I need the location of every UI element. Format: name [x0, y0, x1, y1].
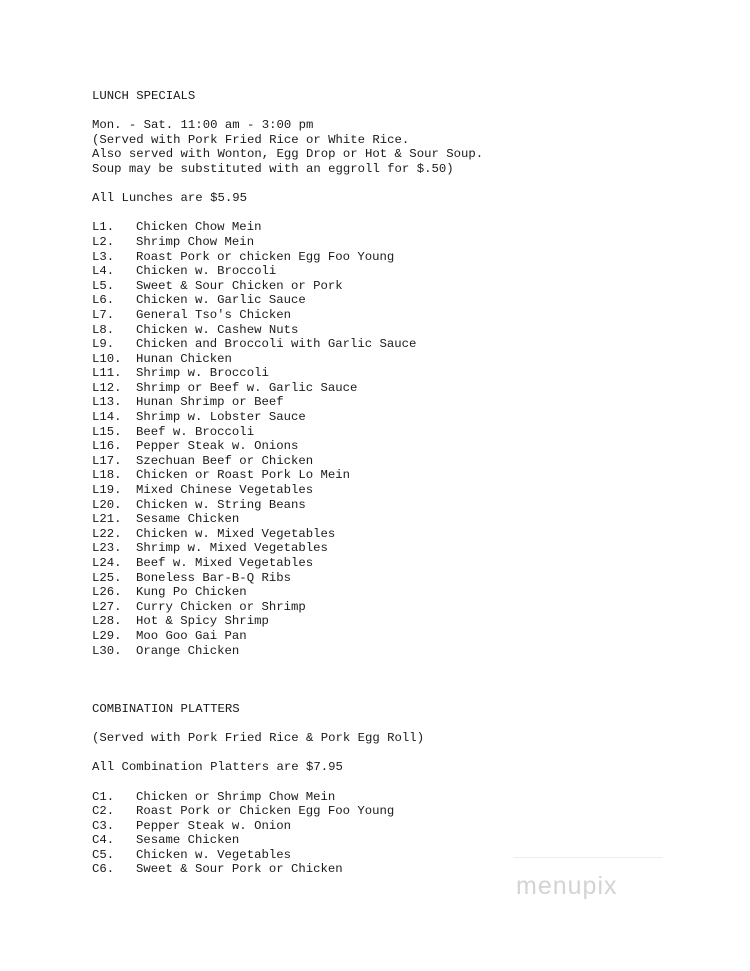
menu-item: [92, 337, 692, 352]
menu-item-code: L13.: [92, 395, 122, 410]
menu-item-name: Shrimp w. Broccoli: [136, 366, 269, 381]
menu-item-code: L14.: [92, 410, 122, 425]
menu-item: [92, 585, 692, 600]
menu-item-name: Moo Goo Gai Pan: [136, 628, 247, 643]
menu-item: [92, 410, 692, 425]
menu-item-name: Shrimp w. Mixed Vegetables: [136, 541, 328, 556]
menu-item-code: L17.: [92, 453, 122, 468]
lunch-price-line: All Lunches are $5.95: [92, 191, 247, 206]
menu-item-name: Shrimp or Beef w. Garlic Sauce: [136, 380, 358, 395]
lunch-note: (Served with Pork Fried Rice or White Rice.: [92, 132, 410, 147]
menu-item-name: Sweet & Sour Chicken or Pork: [136, 278, 343, 293]
menu-item-name: Orange Chicken: [136, 643, 240, 658]
menu-item: [92, 614, 692, 629]
menu-item: [92, 833, 692, 848]
menu-item-code: L9.: [92, 337, 115, 352]
menu-item-code: L19.: [92, 483, 122, 498]
menu-item-name: Pepper Steak w. Onions: [136, 439, 299, 454]
menu-item-name: Roast Pork or chicken Egg Foo Young: [136, 249, 395, 264]
menu-item-code: L3.: [92, 249, 115, 264]
menu-item-name: Beef w. Mixed Vegetables: [136, 556, 314, 570]
menu-item: [92, 498, 692, 513]
menu-item-code: L12.: [92, 380, 122, 395]
menu-item-name: Kung Po Chicken: [136, 585, 247, 600]
menu-item-code: C3.: [92, 818, 115, 833]
menu-item-name: Chicken and Broccoli with Garlic Sauce: [136, 337, 417, 352]
menu-item-code: L2.: [92, 234, 115, 249]
lunch-specials-heading: LUNCH SPECIALS: [92, 89, 196, 103]
menu-item-name: Mixed Chinese Vegetables: [136, 483, 314, 498]
menu-item-code: L6.: [92, 293, 115, 308]
lunch-hours: Mon. - Sat. 11:00 am - 3:00 pm: [92, 118, 314, 133]
menu-item: [92, 804, 692, 819]
menu-item-name: Szechuan Beef or Chicken: [136, 453, 314, 468]
combination-price-line: All Combination Platters are $7.95: [92, 760, 343, 775]
menu-item-name: Chicken w. Cashew Nuts: [136, 322, 299, 337]
combination-platters-heading: COMBINATION PLATTERS: [92, 701, 240, 716]
menu-item-code: L21.: [92, 512, 122, 527]
menu-item-code: L23.: [92, 541, 122, 556]
menu-item-name: Chicken w. Garlic Sauce: [136, 293, 306, 308]
menu-item-name: Sweet & Sour Pork or Chicken: [136, 862, 343, 877]
menu-item-name: Hunan Shrimp or Beef: [136, 395, 284, 410]
menu-item: [92, 468, 692, 483]
menu-item: [92, 293, 692, 308]
menu-item: [92, 600, 692, 615]
menu-item-code: C2.: [92, 804, 115, 819]
watermark-divider: [513, 857, 663, 858]
menu-item: [92, 220, 692, 235]
menu-item: [92, 395, 692, 410]
menu-item-code: L5.: [92, 278, 115, 293]
lunch-note: Also served with Wonton, Egg Drop or Hot & Sour Soup.: [92, 147, 484, 162]
menu-item-name: Curry Chicken or Shrimp: [136, 599, 306, 614]
menu-item: [92, 527, 692, 542]
menu-item-name: Sesame Chicken: [136, 512, 240, 527]
menu-item-name: Chicken Chow Mein: [136, 220, 262, 235]
menu-item-name: Hot & Spicy Shrimp: [136, 614, 269, 629]
menu-item-name: Chicken or Shrimp Chow Mein: [136, 789, 336, 804]
menu-item-name: Sesame Chicken: [136, 833, 240, 848]
menu-item-code: L24.: [92, 556, 122, 570]
combination-note: (Served with Pork Fried Rice & Pork Egg Roll): [92, 731, 425, 746]
menu-item-code: L27.: [92, 599, 122, 614]
menu-item-code: C4.: [92, 833, 115, 848]
menu-item-name: Beef w. Broccoli: [136, 424, 255, 439]
menu-item: [92, 439, 692, 454]
menu-item-code: L26.: [92, 585, 122, 600]
menu-item: [92, 819, 692, 834]
menu-item: [92, 235, 692, 250]
menu-item: [92, 381, 692, 396]
menu-item-code: L30.: [92, 643, 122, 658]
menu-item: [92, 352, 692, 367]
menu-item: [92, 264, 692, 279]
menu-page: [92, 89, 692, 877]
menu-item-code: L20.: [92, 497, 122, 512]
menu-item-code: C5.: [92, 847, 115, 862]
menu-item-code: L29.: [92, 628, 122, 643]
menu-item-code: L1.: [92, 220, 115, 235]
menu-item-code: L22.: [92, 526, 122, 541]
menu-item: [92, 556, 692, 571]
menu-item-name: Chicken or Roast Pork Lo Mein: [136, 468, 351, 483]
menu-item-code: C6.: [92, 862, 115, 877]
menu-item-name: Hunan Chicken: [136, 351, 232, 366]
menu-item: [92, 483, 692, 498]
menu-item: [92, 366, 692, 381]
menu-item-code: L28.: [92, 614, 122, 629]
menu-item-name: Pepper Steak w. Onion: [136, 818, 291, 833]
menu-item-code: L4.: [92, 264, 115, 279]
menu-item: [92, 425, 692, 440]
menu-item-code: L15.: [92, 424, 122, 439]
menu-item: [92, 279, 692, 294]
menu-item-code: L16.: [92, 439, 122, 454]
menu-item: [92, 323, 692, 338]
menu-item-code: L25.: [92, 570, 122, 585]
menu-item-name: Chicken w. String Beans: [136, 497, 306, 512]
menu-item-code: L8.: [92, 322, 115, 337]
menu-item-name: Shrimp Chow Mein: [136, 234, 255, 249]
menu-item: [92, 454, 692, 469]
menu-item: [92, 512, 692, 527]
menu-item-name: Chicken w. Vegetables: [136, 847, 291, 862]
menu-item-code: L7.: [92, 307, 115, 322]
menu-item-name: General Tso's Chicken: [136, 307, 291, 322]
combination-items-list: [92, 790, 692, 878]
menu-item-name: Boneless Bar-B-Q Ribs: [136, 570, 291, 585]
lunch-items-list: [92, 220, 692, 658]
menupix-watermark: menupix: [516, 872, 618, 900]
menu-item: [92, 571, 692, 586]
menu-item: [92, 541, 692, 556]
menu-item-name: Chicken w. Broccoli: [136, 264, 277, 279]
menu-item: [92, 848, 692, 863]
menu-item-code: C1.: [92, 789, 115, 804]
menu-item-name: Roast Pork or Chicken Egg Foo Young: [136, 804, 395, 819]
menu-item: [92, 629, 692, 644]
menu-item: [92, 790, 692, 805]
menu-item-name: Shrimp w. Lobster Sauce: [136, 410, 306, 425]
menu-item: [92, 644, 692, 659]
menu-item-code: L10.: [92, 351, 122, 366]
menu-item-name: Chicken w. Mixed Vegetables: [136, 526, 336, 541]
menu-item: [92, 308, 692, 323]
menu-item: [92, 250, 692, 265]
lunch-note: Soup may be substituted with an eggroll for $.50): [92, 161, 454, 176]
menu-item-code: L18.: [92, 468, 122, 483]
menu-item-code: L11.: [92, 366, 122, 381]
